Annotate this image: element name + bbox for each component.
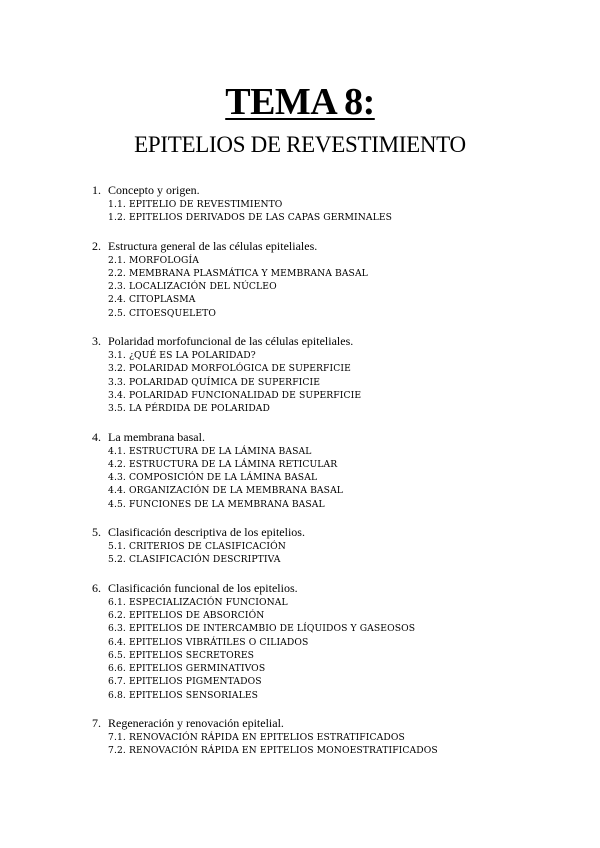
subsection-item: 6.5. EPITELIOS SECRETORES — [108, 649, 255, 661]
section-number: 7. — [92, 716, 101, 731]
subsection-item: 6.4. EPITELIOS VIBRÁTILES O CILIADOS — [108, 636, 309, 648]
subsection-item: 6.3. EPITELIOS DE INTERCAMBIO DE LÍQUIDOS Y GASEOSOS — [108, 623, 416, 635]
section-heading — [92, 239, 532, 254]
subsection-item: 3.1. ¿QUÉ ES LA POLARIDAD? — [108, 350, 256, 362]
subsection-item: 6.7. EPITELIOS PIGMENTADOS — [108, 676, 262, 688]
section-number: 2. — [92, 238, 101, 253]
toc-section — [92, 581, 532, 702]
subsection-item: 5.1. CRITERIOS DE CLASIFICACIÓN — [108, 541, 286, 553]
toc-section — [92, 334, 532, 415]
section-title: Concepto y origen. — [108, 183, 200, 197]
subsection-item: 5.2. CLASIFICACIÓN DESCRIPTIVA — [108, 554, 281, 566]
subsection-item: 1.1. EPITELIO DE REVESTIMIENTO — [108, 199, 283, 210]
subsection-item: 2.2. MEMBRANA PLASMÁTICA Y MEMBRANA BASAL — [108, 267, 368, 279]
section-heading — [92, 525, 532, 540]
section-heading — [92, 183, 532, 198]
section-title: Estructura general de las células epiteliales. — [108, 238, 318, 253]
toc-section — [92, 183, 532, 225]
subsection-item: 6.6. EPITELIOS GERMINATIVOS — [108, 663, 266, 675]
section-heading — [92, 581, 532, 596]
section-title: Clasificación descriptiva de los epitelios. — [108, 525, 305, 540]
section-heading — [92, 716, 532, 731]
subsection-item: 2.1. MORFOLOGÍA — [108, 254, 199, 266]
subsection-item: 3.3. POLARIDAD QUÍMICA DE SUPERFICIE — [108, 376, 321, 388]
section-number: 1. — [92, 183, 101, 197]
subsection-item: 4.3. COMPOSICIÓN DE LA LÁMINA BASAL — [108, 472, 318, 484]
subsection-item: 3.4. POLARIDAD FUNCIONALIDAD DE SUPERFICIE — [108, 389, 362, 401]
section-number: 5. — [92, 525, 101, 540]
section-number: 4. — [92, 429, 101, 444]
subsection-item: 3.5. LA PÉRDIDA DE POLARIDAD — [108, 403, 270, 415]
subsection-item: 2.5. CITOESQUELETO — [108, 307, 217, 319]
toc-section — [92, 430, 532, 511]
page-subtitle: EPITELIOS DE REVESTIMIENTO — [134, 132, 466, 157]
table-of-contents — [92, 183, 532, 772]
subsection-item: 7.1. RENOVACIÓN RÁPIDA EN EPITELIOS ESTRATIFICADOS — [108, 732, 405, 744]
subsection-item: 6.1. ESPECIALIZACIÓN FUNCIONAL — [108, 596, 288, 608]
section-title: Clasificación funcional de los epitelios. — [108, 580, 298, 595]
subsection-item: 1.2. EPITELIOS DERIVADOS DE LAS CAPAS GERMINALES — [108, 212, 393, 224]
section-number: 3. — [92, 334, 101, 349]
toc-section — [92, 716, 532, 758]
page-title: TEMA 8: — [225, 81, 375, 123]
subsection-item: 6.8. EPITELIOS SENSORIALES — [108, 689, 259, 701]
subsection-item: 2.4. CITOPLASMA — [108, 294, 196, 306]
section-number: 6. — [92, 580, 101, 595]
subsection-item: 7.2. RENOVACIÓN RÁPIDA EN EPITELIOS MONOESTRATIFICADOS — [108, 745, 438, 757]
subsection-item: 4.1. ESTRUCTURA DE LA LÁMINA BASAL — [108, 445, 312, 457]
section-title: Regeneración y renovación epitelial. — [108, 716, 284, 731]
toc-section — [92, 525, 532, 567]
subsection-item: 2.3. LOCALIZACIÓN DEL NÚCLEO — [108, 281, 277, 293]
section-heading — [92, 334, 532, 349]
subsection-item: 3.2. POLARIDAD MORFOLÓGICA DE SUPERFICIE — [108, 363, 351, 375]
section-title: La membrana basal. — [108, 429, 205, 444]
section-heading — [92, 430, 532, 445]
subsection-item: 4.5. FUNCIONES DE LA MEMBRANA BASAL — [108, 498, 325, 510]
subsection-item: 4.2. ESTRUCTURA DE LA LÁMINA RETICULAR — [108, 458, 338, 470]
subsection-item: 4.4. ORGANIZACIÓN DE LA MEMBRANA BASAL — [108, 485, 343, 497]
toc-section — [92, 239, 532, 320]
subsection-item: 6.2. EPITELIOS DE ABSORCIÓN — [108, 609, 265, 621]
section-title: Polaridad morfofuncional de las células epiteliales. — [108, 334, 354, 349]
